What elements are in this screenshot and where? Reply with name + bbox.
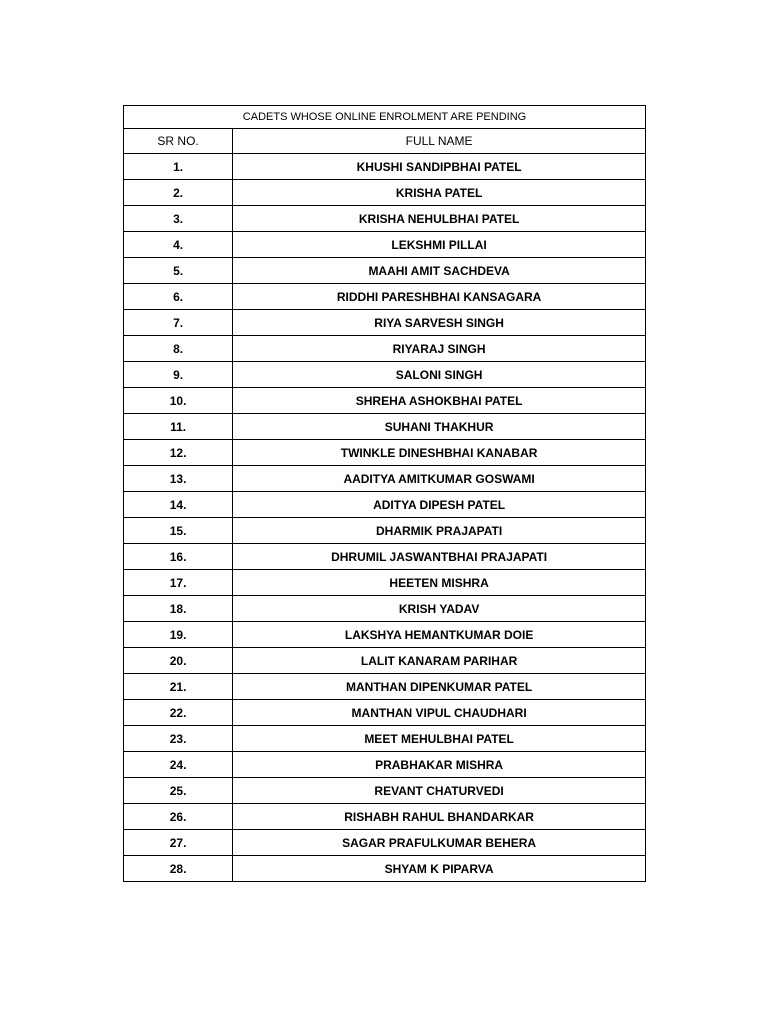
full-name-cell: TWINKLE DINESHBHAI KANABAR [233,440,646,466]
pending-enrolment-table [123,105,646,882]
sr-no-cell: 11. [124,414,233,440]
table-row [124,544,646,570]
sr-no-cell: 19. [124,622,233,648]
full-name-cell: SHYAM K PIPARVA [233,856,646,882]
sr-no-cell: 28. [124,856,233,882]
table-row [124,258,646,284]
table-row [124,466,646,492]
full-name-cell: AADITYA AMITKUMAR GOSWAMI [233,466,646,492]
sr-no-cell: 7. [124,310,233,336]
table-row [124,440,646,466]
sr-no-cell: 2. [124,180,233,206]
full-name-cell: HEETEN MISHRA [233,570,646,596]
full-name-cell: KRISHA NEHULBHAI PATEL [233,206,646,232]
column-header-full-name: FULL NAME [233,129,646,154]
table-title: CADETS WHOSE ONLINE ENROLMENT ARE PENDING [124,106,646,129]
full-name-cell: ADITYA DIPESH PATEL [233,492,646,518]
full-name-cell: DHARMIK PRAJAPATI [233,518,646,544]
table-row [124,726,646,752]
full-name-cell: SUHANI THAKHUR [233,414,646,440]
full-name-cell: LEKSHMI PILLAI [233,232,646,258]
table-title-row [124,106,646,129]
table-row [124,284,646,310]
sr-no-cell: 14. [124,492,233,518]
table-row [124,752,646,778]
sr-no-cell: 13. [124,466,233,492]
full-name-cell: PRABHAKAR MISHRA [233,752,646,778]
column-header-sr-no: SR NO. [124,129,233,154]
full-name-cell: LAKSHYA HEMANTKUMAR DOIE [233,622,646,648]
sr-no-cell: 8. [124,336,233,362]
sr-no-cell: 23. [124,726,233,752]
full-name-cell: SAGAR PRAFULKUMAR BEHERA [233,830,646,856]
full-name-cell: KRISH YADAV [233,596,646,622]
sr-no-cell: 3. [124,206,233,232]
sr-no-cell: 6. [124,284,233,310]
sr-no-cell: 25. [124,778,233,804]
full-name-cell: KHUSHI SANDIPBHAI PATEL [233,154,646,180]
table-row [124,232,646,258]
full-name-cell: LALIT KANARAM PARIHAR [233,648,646,674]
table-row [124,180,646,206]
full-name-cell: DHRUMIL JASWANTBHAI PRAJAPATI [233,544,646,570]
sr-no-cell: 16. [124,544,233,570]
table-header-row [124,129,646,154]
table-row [124,362,646,388]
sr-no-cell: 12. [124,440,233,466]
full-name-cell: MEET MEHULBHAI PATEL [233,726,646,752]
full-name-cell: REVANT CHATURVEDI [233,778,646,804]
full-name-cell: SHREHA ASHOKBHAI PATEL [233,388,646,414]
full-name-cell: KRISHA PATEL [233,180,646,206]
full-name-cell: RISHABH RAHUL BHANDARKAR [233,804,646,830]
sr-no-cell: 10. [124,388,233,414]
sr-no-cell: 9. [124,362,233,388]
table-row [124,388,646,414]
table-row [124,596,646,622]
full-name-cell: SALONI SINGH [233,362,646,388]
table-row [124,830,646,856]
table-row [124,856,646,882]
table-row [124,648,646,674]
full-name-cell: MANTHAN VIPUL CHAUDHARI [233,700,646,726]
sr-no-cell: 15. [124,518,233,544]
table-row [124,700,646,726]
table-row [124,622,646,648]
sr-no-cell: 21. [124,674,233,700]
table-row [124,804,646,830]
sr-no-cell: 20. [124,648,233,674]
full-name-cell: MAAHI AMIT SACHDEVA [233,258,646,284]
table-row [124,518,646,544]
table-row [124,492,646,518]
table-row [124,154,646,180]
sr-no-cell: 27. [124,830,233,856]
full-name-cell: RIYA SARVESH SINGH [233,310,646,336]
full-name-cell: RIDDHI PARESHBHAI KANSAGARA [233,284,646,310]
table-body [124,106,646,882]
table-row [124,778,646,804]
sr-no-cell: 22. [124,700,233,726]
sr-no-cell: 5. [124,258,233,284]
table-row [124,570,646,596]
sr-no-cell: 18. [124,596,233,622]
sr-no-cell: 24. [124,752,233,778]
sr-no-cell: 4. [124,232,233,258]
full-name-cell: RIYARAJ SINGH [233,336,646,362]
sr-no-cell: 26. [124,804,233,830]
table-row [124,310,646,336]
table-row [124,206,646,232]
sr-no-cell: 1. [124,154,233,180]
sr-no-cell: 17. [124,570,233,596]
table-row [124,674,646,700]
table-row [124,414,646,440]
table-row [124,336,646,362]
full-name-cell: MANTHAN DIPENKUMAR PATEL [233,674,646,700]
